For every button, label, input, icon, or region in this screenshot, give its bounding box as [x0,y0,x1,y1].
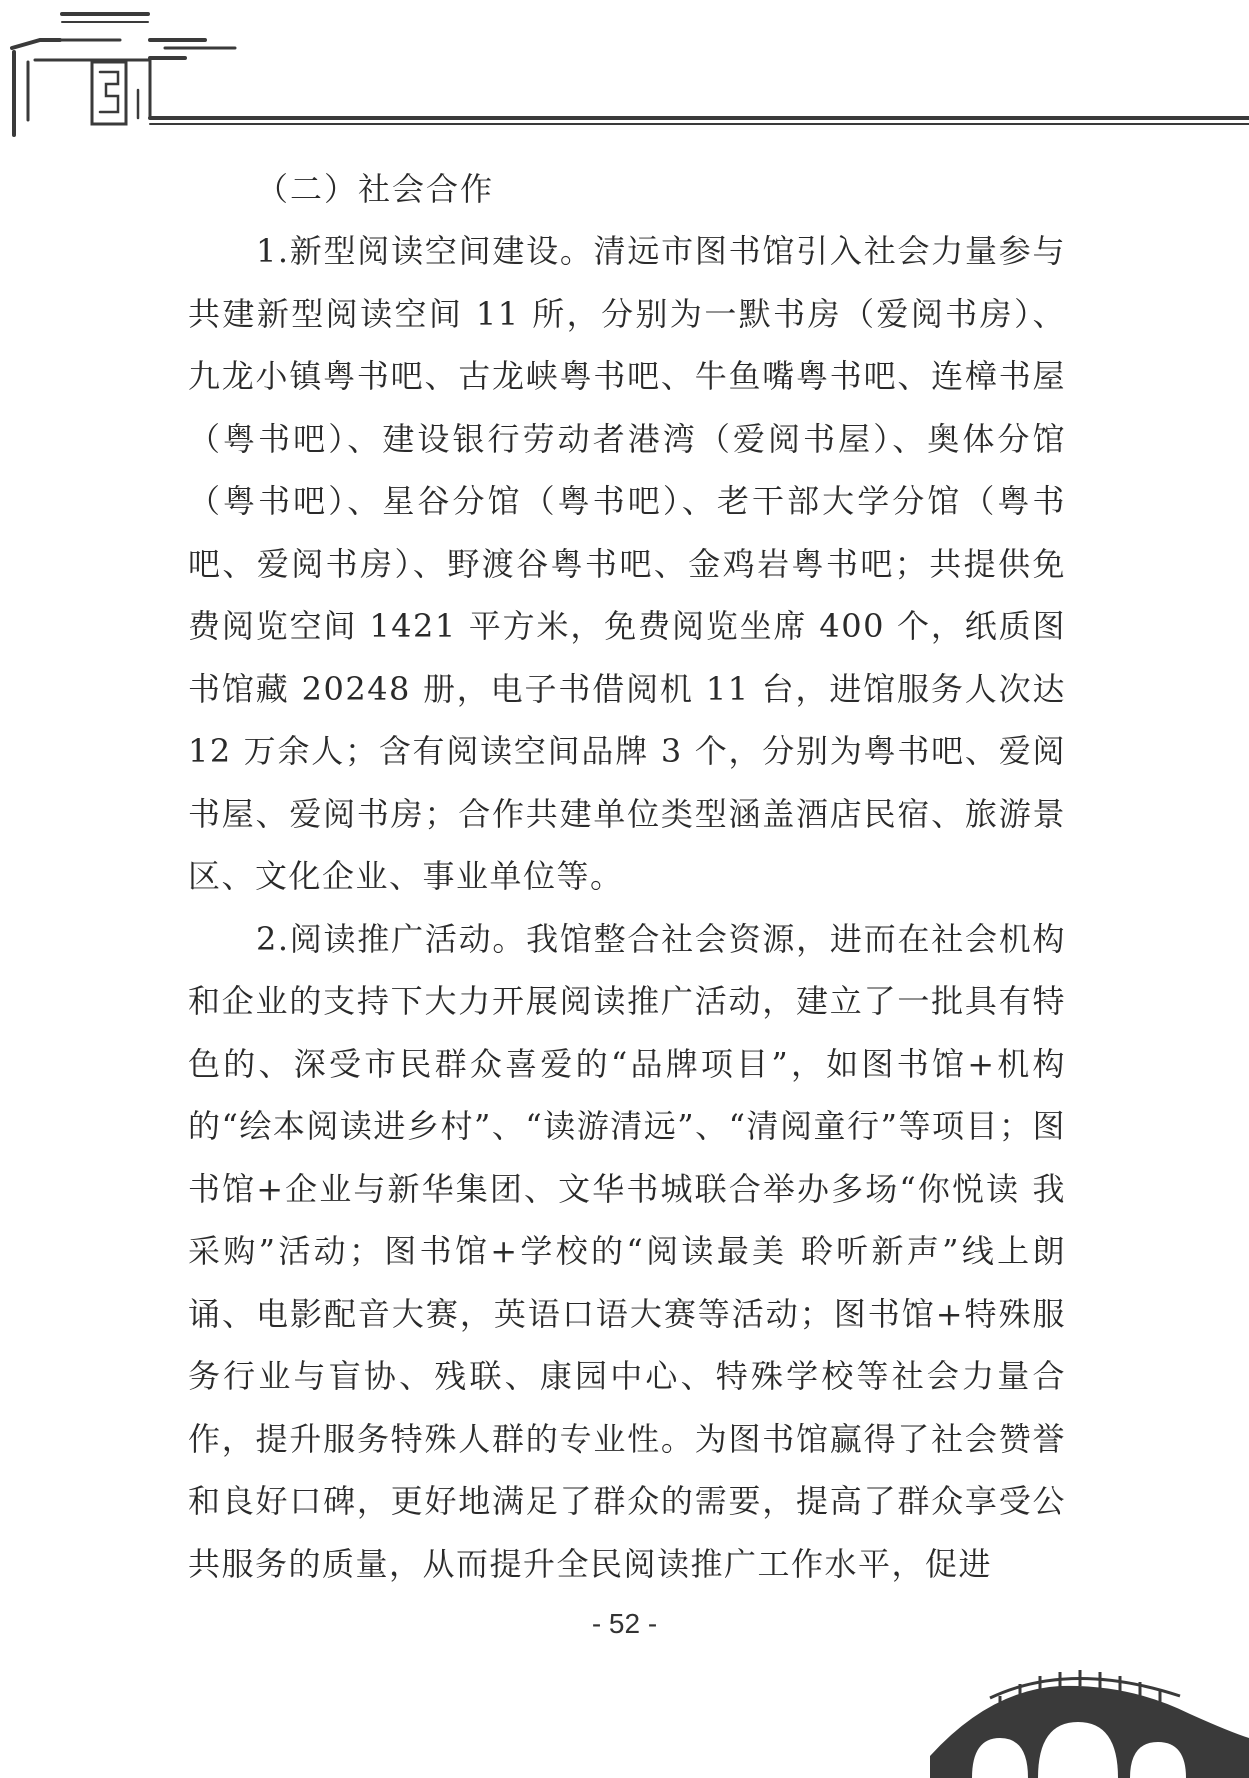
page-number: - 52 - [591,1608,658,1639]
document-body [188,158,1066,1595]
paragraph-reading-promotion: 2.阅读推广活动。我馆整合社会资源，进而在社会机构和企业的支持下大力开展阅读推广活动，建立了一批具有特色的、深受市民群众喜爱的“品牌项目”，如图书馆+机构的“绘本阅读进乡村”、“读游清远”、“清阅童行”等项目；图书馆+企业与新华集团、文华书城联合举办多场“你悦读 我采购”活动；图书馆+学校的“阅读最美 聆听新声”线上朗诵、电影配音大赛，英语口语大赛等活动；图书馆+特殊服务行业与盲协、残联、康园中心、特殊学校等社会力量合作，提升服务特殊人群的专业性。为图书馆赢得了社会赞誉和良好口碑，更好地满足了群众的需要，提高了群众享受公共服务的质量，从而提升全民阅读推广工作水平，促进 [188,919,1066,1583]
header-eave-ornament [0,0,1249,150]
paragraph-reading-space: 1.新型阅读空间建设。清远市图书馆引入社会力量参与共建新型阅读空间 11 所，分别为一默书房（爱阅书房）、九龙小镇粤书吧、古龙峡粤书吧、牛鱼嘴粤书吧、连樟书屋（粤书吧）、建设银行劳动者港湾（爱阅书屋）、奥体分馆（粤书吧）、星谷分馆（粤书吧）、老干部大学分馆（粤书吧、爱阅书房）、野渡谷粤书吧、金鸡岩粤书吧；共提供免费阅览空间 1421 平方米，免费阅览坐席 400 个，纸质图书馆藏 20248 册，电子书借阅机 11 台，进馆服务人次达 12 万余人；含有阅读空间品牌 3 个，分别为粤书吧、爱阅书屋、爱阅书房；合作共建单位类型涵盖酒店民宿、旅游景区、文化企业、事业单位等。 [188,232,1066,895]
section-heading: （二）社会合作 [256,170,495,208]
footer-bridge-ornament [930,1660,1249,1778]
